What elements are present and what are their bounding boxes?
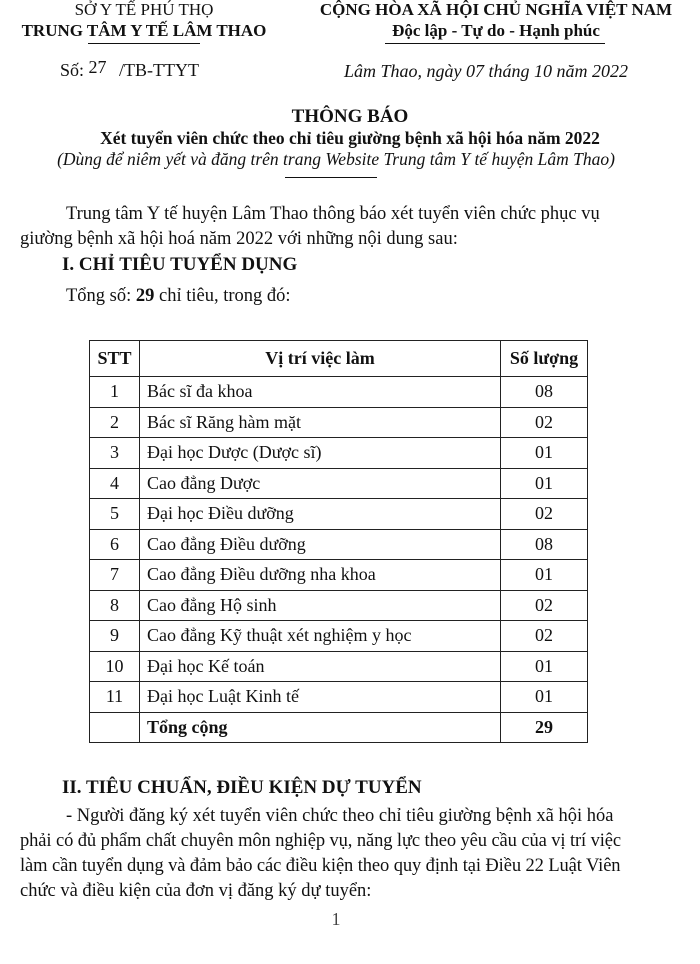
table-row <box>90 468 588 499</box>
unit-name: TRUNG TÂM Y TẾ LÂM THAO <box>21 21 267 40</box>
column-header-quantity: Số lượng <box>501 341 588 377</box>
column-header-stt: STT <box>90 341 140 377</box>
table-header-row <box>90 341 588 377</box>
quota-total-prefix: Tổng số: <box>66 286 136 306</box>
doc-number-suffix: /TB-TTYT <box>119 60 199 80</box>
table-row <box>90 438 588 469</box>
row-position: Đại học Kế toán <box>140 651 501 682</box>
row-quantity: 08 <box>501 529 588 560</box>
row-stt: 1 <box>90 377 140 408</box>
row-stt: 2 <box>90 407 140 438</box>
table-row <box>90 377 588 408</box>
row-stt: 11 <box>90 682 140 713</box>
quota-total-suffix: chỉ tiêu, trong đó: <box>154 286 291 306</box>
row-quantity: 08 <box>501 377 588 408</box>
row-quantity: 01 <box>501 682 588 713</box>
row-position: Cao đẳng Dược <box>140 468 501 499</box>
document-number <box>60 57 199 81</box>
table-row <box>90 560 588 591</box>
row-position: Cao đẳng Hộ sinh <box>140 590 501 621</box>
document-subtitle: Xét tuyển viên chức theo chỉ tiêu giường bệnh xã hội hóa năm 2022 <box>100 128 600 148</box>
section-2-heading: II. TIÊU CHUẨN, ĐIỀU KIỆN DỰ TUYỂN <box>62 777 422 798</box>
total-stt-empty <box>90 712 140 743</box>
row-position: Cao đẳng Kỹ thuật xét nghiệm y học <box>140 621 501 652</box>
row-stt: 7 <box>90 560 140 591</box>
total-value: 29 <box>501 712 588 743</box>
table-total-row <box>90 712 588 743</box>
row-quantity: 01 <box>501 651 588 682</box>
table-row <box>90 590 588 621</box>
row-position: Bác sĩ Răng hàm mặt <box>140 407 501 438</box>
document-note: (Dùng để niêm yết và đăng trên trang Website Trung tâm Y tế huyện Lâm Thao) <box>57 149 615 169</box>
table-row <box>90 682 588 713</box>
row-stt: 5 <box>90 499 140 530</box>
row-quantity: 02 <box>501 621 588 652</box>
quota-total-value: 29 <box>135 286 155 306</box>
table-row <box>90 651 588 682</box>
document-date: Lâm Thao, ngày 07 tháng 10 năm 2022 <box>344 61 629 81</box>
row-stt: 4 <box>90 468 140 499</box>
national-title: CỘNG HÒA XÃ HỘI CHỦ NGHĨA VIỆT NAM <box>319 0 673 19</box>
row-stt: 9 <box>90 621 140 652</box>
table-row <box>90 529 588 560</box>
page-number: 1 <box>331 909 341 929</box>
row-quantity: 02 <box>501 590 588 621</box>
intro-line-2: giường bệnh xã hội hoá năm 2022 với những nội dung sau: <box>20 229 458 249</box>
table-row <box>90 499 588 530</box>
row-quantity: 01 <box>501 438 588 469</box>
table-row <box>90 621 588 652</box>
unit-underline <box>88 43 200 44</box>
row-position: Đại học Điều dưỡng <box>140 499 501 530</box>
doc-number-prefix: Số: <box>60 60 85 80</box>
column-header-position: Vị trí việc làm <box>140 341 501 377</box>
row-position: Đại học Dược (Dược sĩ) <box>140 438 501 469</box>
quota-table <box>89 340 588 743</box>
row-stt: 3 <box>90 438 140 469</box>
row-position: Cao đẳng Điều dưỡng nha khoa <box>140 560 501 591</box>
section-2-line-1: - Người đăng ký xét tuyển viên chức theo chỉ tiêu giường bệnh xã hội hóa <box>66 806 614 826</box>
authority-name: SỞ Y TẾ PHÚ THỌ <box>74 0 214 19</box>
row-quantity: 01 <box>501 468 588 499</box>
row-quantity: 02 <box>501 499 588 530</box>
row-quantity: 01 <box>501 560 588 591</box>
section-2-line-3: làm cần tuyển dụng và đảm bảo các điều kiện theo quy định tại Điều 22 Luật Viên <box>20 856 621 876</box>
row-stt: 6 <box>90 529 140 560</box>
quota-total-line <box>66 284 291 309</box>
section-2-line-4: chức và điều kiện của đơn vị đăng ký dự tuyển: <box>20 881 372 901</box>
document-title: THÔNG BÁO <box>291 106 409 127</box>
table-row <box>90 407 588 438</box>
row-position: Bác sĩ đa khoa <box>140 377 501 408</box>
row-stt: 8 <box>90 590 140 621</box>
doc-number-value: 27 <box>88 57 107 77</box>
section-1-heading: I. CHỈ TIÊU TUYỂN DỤNG <box>62 254 298 275</box>
row-position: Cao đẳng Điều dưỡng <box>140 529 501 560</box>
row-position: Đại học Luật Kinh tế <box>140 682 501 713</box>
motto-underline <box>385 43 605 44</box>
section-2-line-2: phải có đủ phẩm chất chuyên môn nghiệp vụ, năng lực theo yêu cầu của vị trí việc <box>20 831 622 851</box>
row-quantity: 02 <box>501 407 588 438</box>
row-stt: 10 <box>90 651 140 682</box>
national-motto: Độc lập - Tự do - Hạnh phúc <box>392 21 600 40</box>
title-underline <box>285 177 377 178</box>
intro-line-1: Trung tâm Y tế huyện Lâm Thao thông báo xét tuyển viên chức phục vụ <box>66 204 600 224</box>
total-label: Tổng cộng <box>140 712 501 743</box>
